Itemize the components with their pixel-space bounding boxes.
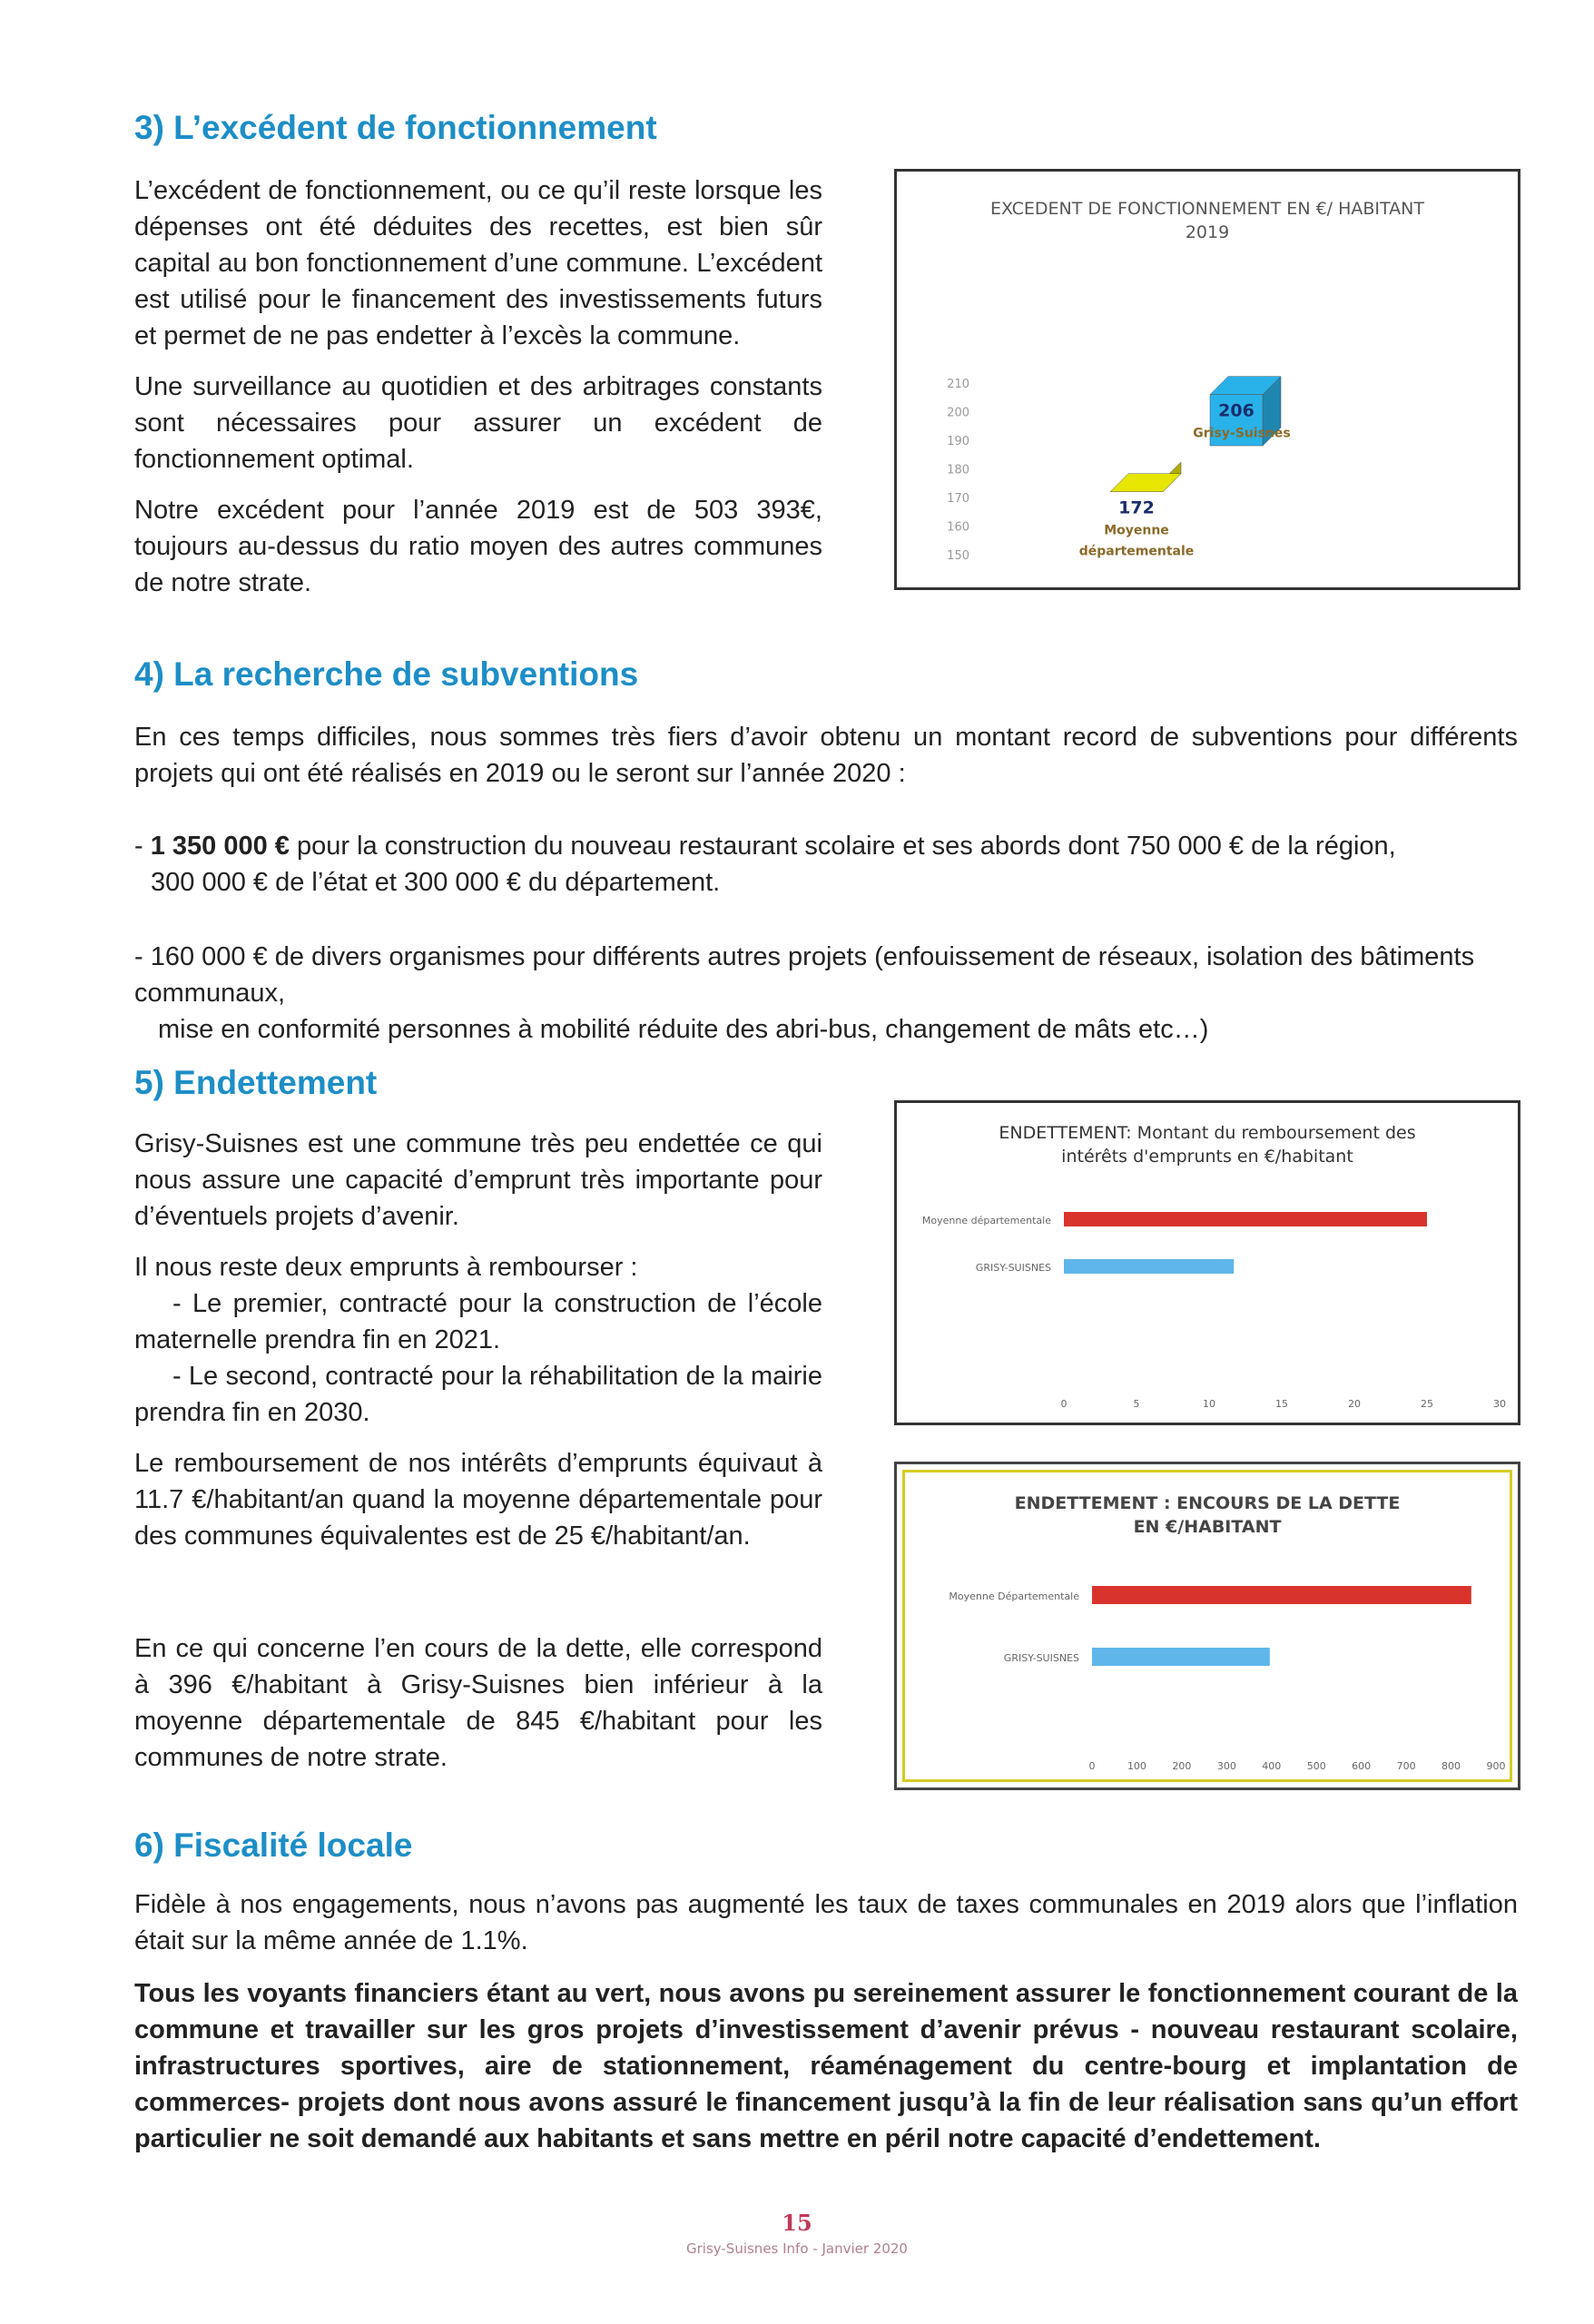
- x-tick-label: 25: [1421, 1398, 1433, 1410]
- paragraph: Une surveillance au quotidien et des arbitrages constants sont nécessaires pour assurer un excédent de fonctionnement optimal.: [134, 372, 822, 474]
- section-conclusion: Tous les voyants financiers étant au vert, nous avons pu sereinement assurer le fonctionnement courant de la commune et travailler sur les gros projets d’investissement d’avenir prévus - nouveau restaurant scolaire, infrastructures sportives, aire de stationnement, réaménagement du centre-bourg et implantation de commerces- projets dont nous avons assuré le financement jusqu’à la fin de leur réalisation sans qu’un effort particulier ne soit demandé aux habitants et sans mettre en péril notre capacité d’endettement.: [134, 1979, 1518, 2153]
- chart-interets: [894, 1100, 1520, 1425]
- chart-excedent-svg: [897, 172, 1518, 587]
- bar: [1092, 1648, 1270, 1666]
- data-label-value: 206: [1218, 400, 1255, 421]
- paragraph: Notre excédent pour l’année 2019 est de 503 393€, toujours au-dessus du ratio moyen des autres communes de notre strate.: [134, 496, 822, 597]
- section-body-fiscalite: Fidèle à nos engagements, nous n’avons pas augmenté les taux de taxes communales en 2019 alors que l’inflation était sur la même année de 1.1%.: [134, 1890, 1518, 1955]
- section-title-excedent: 3) L’excédent de fonctionnement: [134, 109, 657, 146]
- paragraph: Grisy-Suisnes est une commune très peu endettée ce qui nous assure une capacité d’emprunt très importante pour d’éventuels projets d’avenir.: [134, 1129, 822, 1231]
- y-tick-label: 160: [947, 520, 969, 535]
- item-text: - 160 000 € de divers organismes pour différents autres projets (enfouissement de réseaux, isolation des bâtiments communaux,: [134, 942, 1475, 1008]
- x-tick-label: 0: [1088, 1760, 1096, 1772]
- paragraph: L’excédent de fonctionnement, ou ce qu’il reste lorsque les dépenses ont été déduites des recettes, est bien sûr capital au bon fonctionnement d’une commune. L’excédent est utilisé pour le financement des investissements futurs et permet de ne pas endetter à l’excès la commune.: [134, 176, 822, 350]
- section-title-endettement: 5) Endettement: [134, 1064, 378, 1101]
- section-body-excedent: [134, 172, 822, 601]
- x-tick-label: 0: [1060, 1398, 1068, 1410]
- paragraph: Il nous reste deux emprunts à rembourser :: [134, 1253, 638, 1282]
- chart-subtitle: 2019: [1185, 222, 1230, 242]
- y-tick-label: 200: [947, 406, 969, 420]
- x-tick-label: 900: [1486, 1760, 1506, 1772]
- paragraph: - Le second, contracté pour la réhabilitation de la mairie prendra fin en 2030.: [134, 1362, 822, 1427]
- chart-title-line: ENDETTEMENT : ENCOURS DE LA DETTE: [1014, 1493, 1401, 1513]
- y-tick-label: 180: [947, 463, 969, 478]
- data-label-name: Grisy-Suisnes: [1193, 426, 1291, 441]
- chart-interets-svg: [897, 1103, 1518, 1423]
- x-tick-label: 10: [1203, 1398, 1215, 1410]
- bar: [1064, 1212, 1427, 1226]
- chart-encours-svg: [897, 1464, 1518, 1787]
- x-tick-label: 400: [1262, 1760, 1282, 1772]
- x-tick-label: 100: [1127, 1760, 1146, 1772]
- bar: [1092, 1586, 1471, 1604]
- y-tick-label: 190: [947, 435, 969, 448]
- chart-title-line: intérêts d'emprunts en €/habitant: [1061, 1147, 1353, 1167]
- category-label: GRISY-SUISNES: [975, 1262, 1051, 1274]
- section-title-fiscalite: 6) Fiscalité locale: [134, 1827, 413, 1864]
- bar: [1064, 1259, 1234, 1274]
- x-tick-label: 800: [1441, 1760, 1461, 1772]
- data-label-name: départementale: [1078, 544, 1195, 559]
- x-tick-label: 700: [1396, 1760, 1416, 1772]
- item-text-continued: mise en conformité personnes à mobilité réduite des abri-bus, changement de mâts etc…): [158, 1015, 1209, 1044]
- y-tick-label: 170: [947, 492, 969, 506]
- x-tick-label: 5: [1133, 1398, 1140, 1410]
- subvention-item-2: [134, 939, 1550, 1048]
- chart-excedent: [894, 169, 1520, 590]
- data-label-value: 172: [1118, 497, 1155, 518]
- chart-encours: [894, 1462, 1520, 1790]
- section-body-dette: En ce qui concerne l’en cours de la dette, elle correspond à 396 €/habitant à Grisy-Suisnes bien inférieur à la moyenne départementale de 845 €/habitant pour les communes de notre strate.: [134, 1634, 822, 1772]
- section-body-endettement: [134, 1126, 822, 1554]
- x-tick-label: 600: [1352, 1760, 1372, 1772]
- item-text-continued: 300 000 € de l’état et 300 000 € du département.: [151, 868, 721, 897]
- x-tick-label: 20: [1348, 1398, 1361, 1410]
- item-text: pour la construction du nouveau restaurant scolaire et ses abords dont 750 000 € de la région,: [289, 832, 1396, 861]
- category-label: Moyenne départementale: [921, 1215, 1051, 1226]
- y-tick-label: 150: [947, 549, 969, 563]
- chart-title-line: ENDETTEMENT: Montant du remboursement des: [999, 1123, 1416, 1143]
- subvention-item-1: [134, 828, 1532, 901]
- publication-footer: Grisy-Suisnes Info - Janvier 2020: [686, 2240, 908, 2257]
- category-label: Moyenne Départementale: [949, 1590, 1079, 1602]
- category-label: GRISY-SUISNES: [1003, 1652, 1079, 1664]
- chart-title-line: EN €/HABITANT: [1133, 1517, 1282, 1537]
- data-label-name: Moyenne: [1104, 523, 1169, 538]
- bar-top: [1110, 474, 1181, 492]
- amount-highlight: 1 350 000 €: [150, 832, 290, 861]
- x-tick-label: 15: [1275, 1398, 1288, 1410]
- paragraph: Le remboursement de nos intérêts d’emprunts équivaut à 11.7 €/habitant/an quand la moyenne départementale pour des communes équivalentes est de 25 €/habitant/an.: [134, 1449, 822, 1551]
- x-tick-label: 300: [1216, 1760, 1236, 1772]
- paragraph: - Le premier, contracté pour la construction de l’école maternelle prendra fin en 2021.: [134, 1289, 822, 1354]
- x-tick-label: 200: [1172, 1760, 1192, 1772]
- x-tick-label: 30: [1493, 1398, 1506, 1410]
- page-number: 15: [782, 2210, 812, 2236]
- y-tick-label: 210: [947, 378, 969, 391]
- section-body-subventions: En ces temps difficiles, nous sommes très fiers d’avoir obtenu un montant record de subventions pour différents projets qui ont été réalisés en 2019 ou le seront sur l’année 2020 :: [134, 723, 1518, 788]
- chart-title-line: EXCEDENT DE FONCTIONNEMENT EN €/ HABITANT: [990, 199, 1424, 219]
- section-title-subventions: 4) La recherche de subventions: [134, 655, 639, 693]
- bullet: -: [134, 832, 151, 861]
- x-tick-label: 500: [1306, 1760, 1326, 1772]
